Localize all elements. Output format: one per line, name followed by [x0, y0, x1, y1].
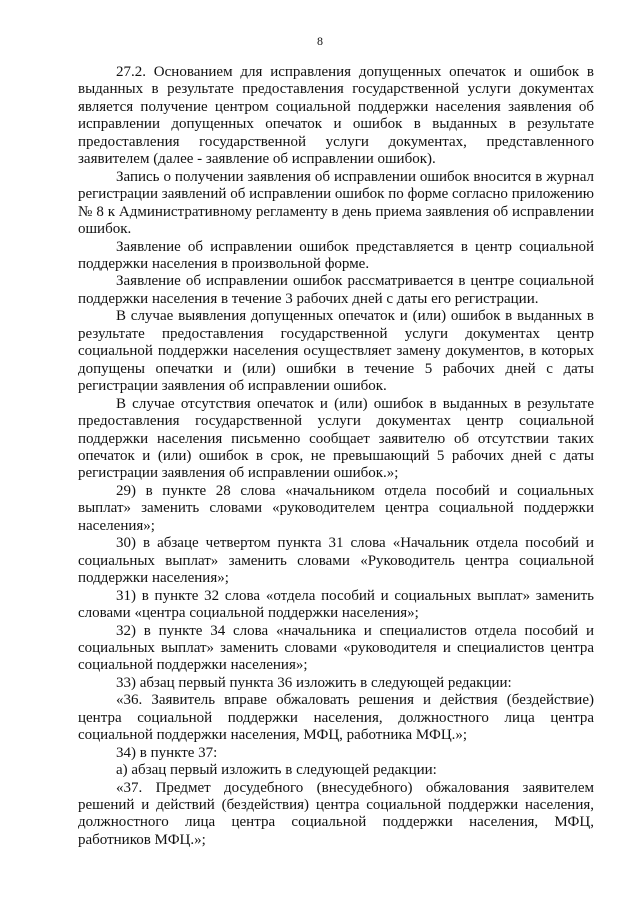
paragraph-clause-36: «36. Заявитель вправе обжаловать решения и действия (бездействие) центра социальной поддержки населения, должностного лица центра социальной поддержки населения, МФЦ, работника МФЦ.»;: [78, 692, 594, 744]
paragraph-subitem-a: а) абзац первый изложить в следующей редакции:: [116, 762, 437, 779]
paragraph-item-30: 30) в абзаце четвертом пункта 31 слова «Начальник отдела пособий и социальных выплат» заменить словами «Руководитель центра социальной поддержки населения»;: [78, 535, 594, 587]
paragraph-item-29: 29) в пункте 28 слова «начальником отдела пособий и социальных выплат» заменить словами «руководителем центра социальной поддержки населения»;: [78, 482, 594, 534]
paragraph-errors-found: В случае выявления допущенных опечаток и (или) ошибок в выданных в результате предоставления государственной услуги документах центр социальной поддержки населения осуществляет замену документов, в которых допущены опечатки и (или) ошибки в течение 5 рабочих дней с даты регистрации заявления об исправлении ошибок.: [78, 308, 594, 395]
paragraph-no-errors: В случае отсутствия опечаток и (или) ошибок в выданных в результате предоставления государственной услуги документах центр социальной поддержки населения письменно сообщает заявителю об отсутствии таких опечаток и (или) ошибок в срок, не превышающий 5 рабочих дней с даты регистрации заявления об исправлении ошибок.»;: [78, 395, 594, 482]
paragraph-27-2: 27.2. Основанием для исправления допущенных опечаток и ошибок в выданных в результате предоставления государственной услуги документах является получение центром социальной поддержки населения заявления об исправлении допущенных опечаток и ошибок в выданных в результате предоставления государственной услуги документах, представленного заявителем (далее - заявление об исправлении ошибок).: [78, 64, 594, 168]
paragraph-clause-37: «37. Предмет досудебного (внесудебного) обжалования заявителем решений и действий (бездействия) центра социальной поддержки населения, должностного лица центра социальной поддержки населения, МФЦ, работников МФЦ.»;: [78, 779, 594, 848]
document-body: [78, 64, 594, 849]
paragraph-item-32: 32) в пункте 34 слова «начальника и специалистов отдела пособий и социальных выплат» заменить словами «руководителя и специалистов центра социальной поддержки населения»;: [78, 622, 594, 674]
paragraph-review-term: Заявление об исправлении ошибок рассматривается в центре социальной поддержки населения в течение 3 рабочих дней с даты его регистрации.: [78, 273, 594, 307]
paragraph-item-33: 33) абзац первый пункта 36 изложить в следующей редакции:: [116, 674, 512, 691]
paragraph-free-form: Заявление об исправлении ошибок представляется в центр социальной поддержки населения в произвольной форме.: [78, 238, 594, 272]
paragraph-journal-record: Запись о получении заявления об исправлении ошибок вносится в журнал регистрации заявлений об исправлении ошибок по форме согласно приложению № 8 к Административному регламенту в день приема заявления об исправлении ошибок.: [78, 168, 594, 238]
page-number: 8: [317, 34, 323, 48]
paragraph-item-34: 34) в пункте 37:: [116, 744, 218, 761]
paragraph-item-31: 31) в пункте 32 слова «отдела пособий и социальных выплат» заменить словами «центра социальной поддержки населения»;: [78, 587, 594, 622]
